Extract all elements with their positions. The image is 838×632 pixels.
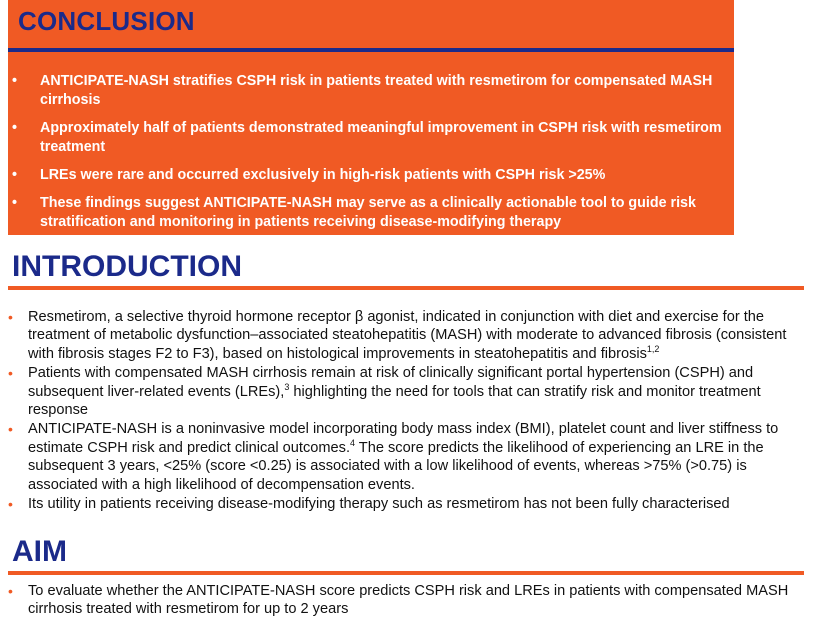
introduction-item-text: ANTICIPATE-NASH is a noninvasive model incorporating body mass index (BMI), platelet count and liver stiffness to estimate CSPH risk and predict clinical outcomes. <box>28 421 779 456</box>
introduction-list <box>8 308 808 514</box>
conclusion-heading: CONCLUSION <box>18 6 195 36</box>
introduction-item-text: Patients with compensated MASH cirrhosis remain at risk of clinically significant portal hypertension (CSPH) and subsequent liver-related events (LREs), <box>28 365 754 400</box>
introduction-item <box>8 495 808 513</box>
aim-heading: AIM <box>12 535 67 568</box>
introduction-item-text: Resmetirom, a selective thyroid hormone receptor β agonist, indicated in conjunction with diet and exercise for the treatment of metabolic dysfunction–associated steatohepatitis (MASH) with moderate to advanced fibrosis (consistent with fibrosis stages F2 to F3), based on histological improvements in steatohepatitis and fibrosis <box>28 309 787 362</box>
conclusion-item-text: Approximately half of patients demonstrated meaningful improvement in CSPH risk with resmetirom treatment <box>40 120 722 155</box>
bullet-icon: • <box>8 309 13 325</box>
introduction-item-text-after: highlighting the need for tools that can stratify risk and monitor treatment response <box>28 383 761 419</box>
introduction-item <box>8 364 808 419</box>
bullet-icon: • <box>8 365 13 382</box>
conclusion-item-text: ANTICIPATE-NASH stratifies CSPH risk in patients treated with resmetirom for compensated MASH cirrhosis <box>40 73 713 108</box>
citation-superscript: 4 <box>350 437 356 448</box>
bullet-icon: • <box>12 195 18 211</box>
citation-superscript: 1,2 <box>646 343 660 354</box>
conclusion-list <box>8 72 738 241</box>
bullet-icon: • <box>12 120 18 136</box>
conclusion-item <box>8 166 738 185</box>
conclusion-divider <box>8 48 734 52</box>
introduction-item-text: Its utility in patients receiving disease-modifying therapy such as resmetirom has not been fully characterised <box>28 496 730 513</box>
introduction-divider <box>8 286 804 290</box>
bullet-icon: • <box>8 583 13 599</box>
conclusion-item <box>8 194 738 232</box>
bullet-icon: • <box>12 167 18 183</box>
conclusion-item <box>8 119 738 157</box>
introduction-item <box>8 308 808 363</box>
bullet-icon: • <box>8 421 13 438</box>
conclusion-item-text: LREs were rare and occurred exclusively in high-risk patients with CSPH risk >25% <box>40 167 606 183</box>
conclusion-item-text: These findings suggest ANTICIPATE-NASH may serve as a clinically actionable tool to guide risk stratification and monitoring in patients receiving disease-modifying therapy <box>40 195 696 230</box>
introduction-item <box>8 420 808 494</box>
conclusion-item <box>8 72 738 110</box>
citation-superscript: 3 <box>284 381 290 392</box>
bullet-icon: • <box>8 496 13 513</box>
aim-item <box>8 582 808 619</box>
aim-item-text: To evaluate whether the ANTICIPATE-NASH score predicts CSPH risk and LREs in patients with compensated MASH cirrhosis treated with resmetirom for up to 2 years <box>28 583 789 618</box>
introduction-item-text-after: The score predicts the likelihood of experiencing an LRE in the subsequent 3 years, <25% (score <0.25) is associated with a low likelihood of events, whereas >75% (>0.75) is associated with a high likelihood of decompensation events. <box>28 439 764 493</box>
aim-divider <box>8 571 804 575</box>
introduction-heading: INTRODUCTION <box>12 250 242 283</box>
bullet-icon: • <box>12 73 18 89</box>
aim-list <box>8 582 808 620</box>
